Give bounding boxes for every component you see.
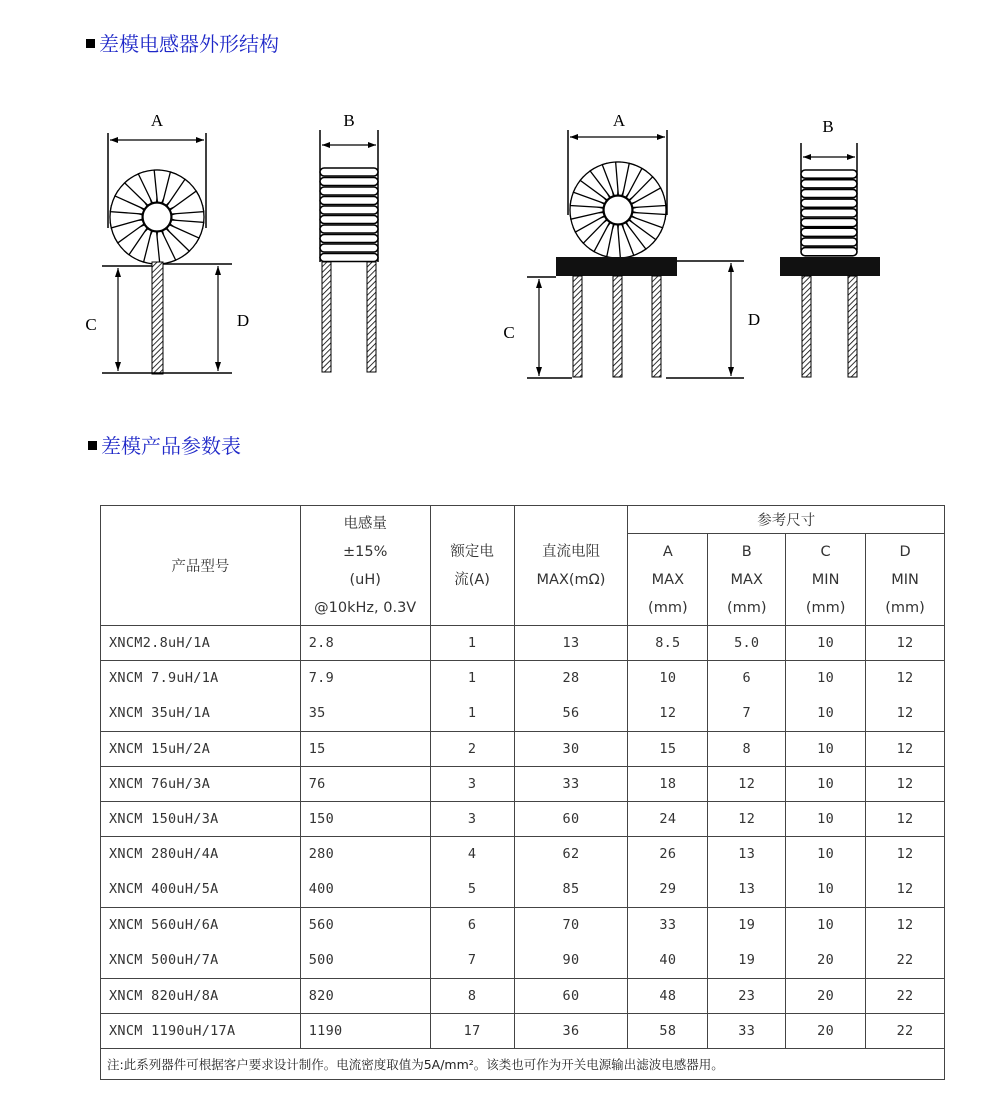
cell-value: 1 xyxy=(467,705,477,721)
model-name: XNCM 820uH/8A xyxy=(109,988,219,1004)
cell-value: 2.8 xyxy=(308,635,335,651)
table-cell xyxy=(101,837,301,908)
cell-value: 12 xyxy=(896,635,914,651)
table-cell xyxy=(430,732,514,767)
cell-value: 48 xyxy=(659,988,677,1004)
table-cell xyxy=(300,767,430,802)
model-name: XNCM 500uH/7A xyxy=(109,952,219,968)
table-cell xyxy=(514,802,628,837)
cell-value: 12 xyxy=(896,705,914,721)
header-model: 产品型号 xyxy=(101,506,301,626)
cell-value: 13 xyxy=(562,635,580,651)
cell-value: 560 xyxy=(308,917,335,933)
cell-value: 33 xyxy=(738,1023,756,1039)
toroid-core-right xyxy=(570,162,666,258)
table-cell xyxy=(514,1014,628,1049)
cell-value: 150 xyxy=(308,811,335,827)
header-dcr-line1: 直流电阻 xyxy=(541,543,600,560)
table-cell xyxy=(786,626,866,661)
table-cell xyxy=(300,802,430,837)
table-row xyxy=(101,661,945,732)
winding-side-left xyxy=(320,168,378,262)
table-body xyxy=(101,626,945,1049)
table-cell xyxy=(101,1014,301,1049)
model-name: XNCM 150uH/3A xyxy=(109,811,219,827)
cell-value: 10 xyxy=(817,776,835,792)
structure-heading xyxy=(86,28,279,57)
cell-value: 70 xyxy=(562,917,580,933)
cell-value: 5 xyxy=(467,881,477,897)
cell-value: 6 xyxy=(742,670,751,686)
winding-side-right xyxy=(801,170,857,256)
table-cell xyxy=(628,1014,708,1049)
table-row xyxy=(101,732,945,767)
table-cell xyxy=(786,837,866,908)
coil-turn xyxy=(801,248,857,256)
table-cell xyxy=(708,626,786,661)
header-inductance-line1: 电感量 xyxy=(343,515,387,532)
table-row xyxy=(101,626,945,661)
cell-value: 12 xyxy=(738,811,756,827)
table-cell xyxy=(708,732,786,767)
table-cell xyxy=(101,908,301,979)
cell-value: 19 xyxy=(738,917,756,933)
table-cell xyxy=(101,767,301,802)
cell-value: 23 xyxy=(738,988,756,1004)
cell-value: 10 xyxy=(817,705,835,721)
cell-value: 10 xyxy=(817,811,835,827)
table-cell xyxy=(300,979,430,1014)
table-cell xyxy=(786,908,866,979)
cell-value: 12 xyxy=(896,881,914,897)
coil-turn xyxy=(801,189,857,197)
model-name: XNCM 1190uH/17A xyxy=(109,1023,236,1039)
header-dim-d: D MIN (mm) xyxy=(866,534,945,626)
coil-turn xyxy=(801,180,857,188)
table-cell xyxy=(786,802,866,837)
coil-turn xyxy=(320,206,378,214)
cell-value: 56 xyxy=(562,705,580,721)
coil-turn xyxy=(801,228,857,236)
table-cell xyxy=(300,732,430,767)
cell-value: 10 xyxy=(817,635,835,651)
table-cell xyxy=(300,837,430,908)
bullet-square-icon xyxy=(88,441,97,450)
dim-label-b-right: B xyxy=(822,117,834,136)
coil-turn xyxy=(320,216,378,224)
header-dcr xyxy=(514,506,628,626)
coil-turn xyxy=(801,238,857,246)
dim-label-a-right: A xyxy=(612,111,626,130)
cell-value: 12 xyxy=(659,705,677,721)
table-cell xyxy=(300,1014,430,1049)
dim-label-c-right: C xyxy=(503,323,515,342)
coil-turn xyxy=(320,178,378,186)
cell-value: 12 xyxy=(896,741,914,757)
cell-value: 22 xyxy=(896,952,914,968)
cell-value: 400 xyxy=(308,881,335,897)
table-cell xyxy=(866,1014,945,1049)
table-cell xyxy=(708,979,786,1014)
table-cell xyxy=(628,979,708,1014)
cell-value: 15 xyxy=(308,741,326,757)
table-cell xyxy=(101,802,301,837)
header-dim-a: A MAX (mm) xyxy=(628,534,708,626)
params-heading-text: 差模产品参数表 xyxy=(101,434,241,458)
table-cell xyxy=(430,767,514,802)
dim-label-c: C xyxy=(85,315,97,334)
table-cell xyxy=(101,979,301,1014)
cell-value: 10 xyxy=(817,917,835,933)
cell-value: 2 xyxy=(467,741,477,757)
table-cell xyxy=(430,661,514,732)
cell-value: 8.5 xyxy=(655,635,681,651)
cell-value: 33 xyxy=(659,917,677,933)
coil-turn xyxy=(320,225,378,233)
structure-heading-text: 差模电感器外形结构 xyxy=(99,32,279,56)
cell-value: 10 xyxy=(659,670,677,686)
table-cell xyxy=(430,1014,514,1049)
model-name: XNCM 35uH/1A xyxy=(109,705,211,721)
left-side-view xyxy=(320,111,378,372)
coil-turn xyxy=(320,235,378,243)
table-cell xyxy=(708,908,786,979)
cell-value: 17 xyxy=(463,1023,481,1039)
cell-value: 280 xyxy=(308,846,335,862)
table-row xyxy=(101,767,945,802)
cell-value: 13 xyxy=(738,846,756,862)
table-cell xyxy=(514,837,628,908)
table-cell xyxy=(430,979,514,1014)
left-front-view xyxy=(85,111,249,374)
cell-value: 6 xyxy=(467,917,477,933)
model-name: XNCM 560uH/6A xyxy=(109,917,219,933)
header-dcr-line2: MAX(mΩ) xyxy=(536,571,606,588)
coil-turn xyxy=(320,168,378,176)
cell-value: 35 xyxy=(308,705,326,721)
cell-value: 7 xyxy=(742,705,751,721)
coil-turn xyxy=(320,187,378,195)
table-cell xyxy=(708,661,786,732)
table-cell xyxy=(430,802,514,837)
cell-value: 1190 xyxy=(308,1023,343,1039)
toroid-core-left xyxy=(110,170,204,264)
right-front-view xyxy=(503,111,760,378)
model-name: XNCM 400uH/5A xyxy=(109,881,219,897)
table-cell xyxy=(866,802,945,837)
table-cell xyxy=(786,1014,866,1049)
table-cell xyxy=(514,661,628,732)
table-cell xyxy=(628,802,708,837)
model-name: XNCM 76uH/3A xyxy=(109,776,211,792)
cell-value: 5.0 xyxy=(734,635,760,651)
cell-value: 18 xyxy=(659,776,677,792)
table-row xyxy=(101,979,945,1014)
table-cell xyxy=(708,767,786,802)
table-cell xyxy=(101,661,301,732)
dim-label-a: A xyxy=(150,111,164,130)
cell-value: 20 xyxy=(817,1023,835,1039)
table-cell xyxy=(514,732,628,767)
cell-value: 36 xyxy=(562,1023,580,1039)
params-heading xyxy=(88,430,241,459)
table-cell xyxy=(628,661,708,732)
table-cell xyxy=(430,908,514,979)
table-cell xyxy=(430,626,514,661)
cell-value: 3 xyxy=(467,776,477,792)
header-rated-current xyxy=(430,506,514,626)
table-cell xyxy=(866,908,945,979)
cell-value: 76 xyxy=(308,776,326,792)
table-cell xyxy=(866,767,945,802)
table-cell xyxy=(300,908,430,979)
table-note: 注:此系列器件可根据客户要求设计制作。电流密度取值为5A/mm²。该类也可作为开关电源输出滤波电感器用。 xyxy=(101,1049,945,1080)
cell-value: 8 xyxy=(467,988,477,1004)
table-cell xyxy=(866,732,945,767)
header-inductance-line2: ±15% xyxy=(343,543,388,560)
cell-value: 26 xyxy=(659,846,677,862)
dim-label-b: B xyxy=(343,111,355,130)
cell-value: 60 xyxy=(562,811,580,827)
table-cell xyxy=(514,767,628,802)
right-side-view xyxy=(780,117,880,377)
table-row xyxy=(101,837,945,908)
coil-turn xyxy=(320,254,378,262)
cell-value: 20 xyxy=(817,988,835,1004)
cell-value: 13 xyxy=(738,881,756,897)
table-cell xyxy=(300,661,430,732)
model-name: XNCM 15uH/2A xyxy=(109,741,211,757)
table-cell xyxy=(866,626,945,661)
table-cell xyxy=(628,767,708,802)
cell-value: 58 xyxy=(659,1023,677,1039)
cell-value: 7.9 xyxy=(308,670,335,686)
cell-value: 3 xyxy=(467,811,477,827)
table-cell xyxy=(708,1014,786,1049)
dim-label-d: D xyxy=(236,311,250,330)
inductor-outline-diagram xyxy=(0,90,1000,390)
cell-value: 10 xyxy=(817,670,835,686)
table-cell xyxy=(101,626,301,661)
table-cell xyxy=(628,837,708,908)
table-row xyxy=(101,1014,945,1049)
header-dim-b: B MAX (mm) xyxy=(708,534,786,626)
cell-value: 10 xyxy=(817,846,835,862)
table-cell xyxy=(786,767,866,802)
cell-value: 85 xyxy=(562,881,580,897)
cell-value: 22 xyxy=(896,988,914,1004)
model-name: XNCM 7.9uH/1A xyxy=(109,670,219,686)
table-cell xyxy=(628,626,708,661)
header-current-line2: 流(A) xyxy=(454,571,490,588)
cell-value: 15 xyxy=(659,741,677,757)
table-cell xyxy=(866,979,945,1014)
cell-value: 62 xyxy=(562,846,580,862)
coil-turn xyxy=(801,219,857,227)
table-cell xyxy=(101,732,301,767)
coil-turn xyxy=(801,209,857,217)
cell-value: 19 xyxy=(738,952,756,968)
spec-table xyxy=(100,505,945,1080)
cell-value: 29 xyxy=(659,881,677,897)
model-name: XNCM2.8uH/1A xyxy=(109,635,211,651)
table-cell xyxy=(628,732,708,767)
cell-value: 12 xyxy=(896,670,914,686)
table-cell xyxy=(708,802,786,837)
table-cell xyxy=(866,837,945,908)
header-dims-group: 参考尺寸 xyxy=(628,506,945,534)
cell-value: 10 xyxy=(817,881,835,897)
coil-turn xyxy=(801,199,857,207)
table-cell xyxy=(430,837,514,908)
coil-turn xyxy=(320,244,378,252)
cell-value: 8 xyxy=(742,741,751,757)
header-inductance-line4: @10kHz, 0.3V xyxy=(314,599,417,616)
dim-label-d-right: D xyxy=(747,310,761,329)
cell-value: 60 xyxy=(562,988,580,1004)
table-cell xyxy=(514,626,628,661)
table-cell xyxy=(708,837,786,908)
coil-turn xyxy=(320,197,378,205)
cell-value: 20 xyxy=(817,952,835,968)
header-inductance xyxy=(300,506,430,626)
table-cell xyxy=(786,732,866,767)
cell-value: 7 xyxy=(467,952,477,968)
header-current-line1: 额定电 xyxy=(450,543,494,560)
bullet-square-icon xyxy=(86,39,95,48)
cell-value: 30 xyxy=(562,741,580,757)
cell-value: 12 xyxy=(896,846,914,862)
cell-value: 1 xyxy=(467,635,477,651)
cell-value: 1 xyxy=(467,670,477,686)
table-cell xyxy=(300,626,430,661)
header-dim-c: C MIN (mm) xyxy=(786,534,866,626)
cell-value: 22 xyxy=(896,1023,914,1039)
table-row xyxy=(101,908,945,979)
header-inductance-line3: (uH) xyxy=(349,571,381,588)
table-cell xyxy=(866,661,945,732)
cell-value: 820 xyxy=(308,988,335,1004)
table-cell xyxy=(514,908,628,979)
cell-value: 90 xyxy=(562,952,580,968)
model-name: XNCM 280uH/4A xyxy=(109,846,219,862)
table-cell xyxy=(628,908,708,979)
cell-value: 12 xyxy=(896,776,914,792)
table-row xyxy=(101,802,945,837)
coil-turn xyxy=(801,170,857,178)
cell-value: 24 xyxy=(659,811,677,827)
cell-value: 10 xyxy=(817,741,835,757)
table-cell xyxy=(786,661,866,732)
cell-value: 28 xyxy=(562,670,580,686)
cell-value: 500 xyxy=(308,952,335,968)
cell-value: 40 xyxy=(659,952,677,968)
cell-value: 12 xyxy=(896,811,914,827)
table-cell xyxy=(786,979,866,1014)
cell-value: 12 xyxy=(738,776,756,792)
cell-value: 12 xyxy=(896,917,914,933)
cell-value: 4 xyxy=(467,846,477,862)
cell-value: 33 xyxy=(562,776,580,792)
table-cell xyxy=(514,979,628,1014)
